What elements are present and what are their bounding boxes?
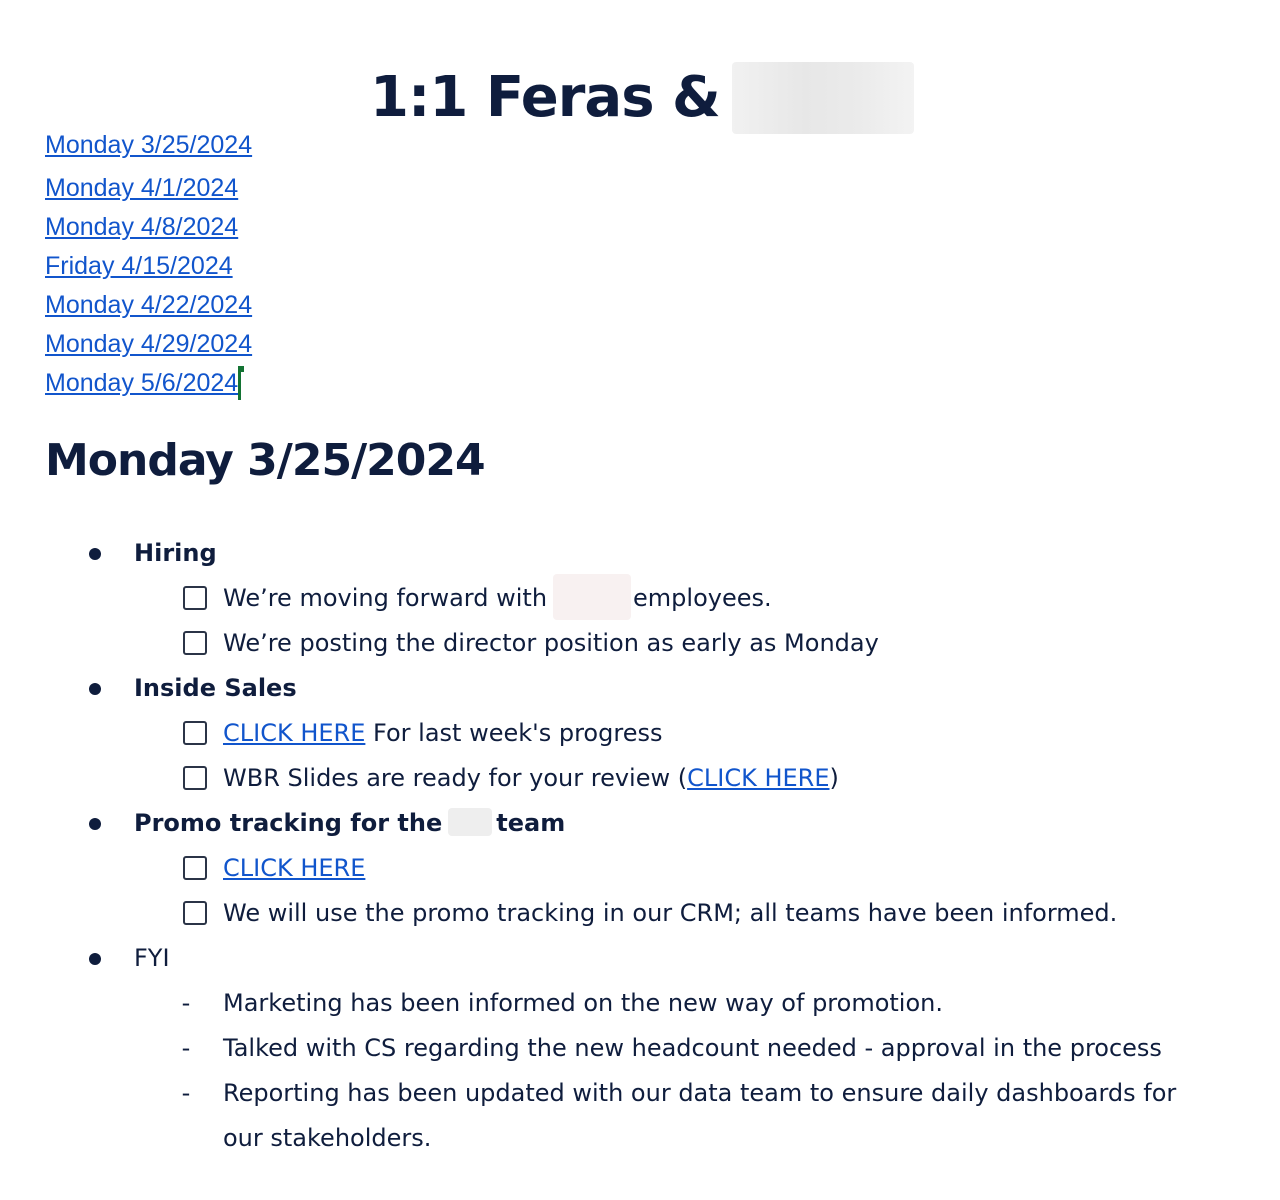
list-item-text: Marketing has been informed on the new way of promotion. xyxy=(223,989,943,1017)
checkbox-icon[interactable] xyxy=(183,631,207,655)
checklist-text: ) xyxy=(829,764,839,792)
checkbox-icon[interactable] xyxy=(183,586,207,610)
toc-item xyxy=(45,364,252,403)
checklist-text: We’re posting the director position as early as Monday xyxy=(223,629,879,657)
topic-label: Hiring xyxy=(134,539,217,567)
checklist-text: We will use the promo tracking in our CRM; all teams have been informed. xyxy=(223,899,1118,927)
toc-item xyxy=(45,127,252,169)
topic-label: FYI xyxy=(134,944,170,972)
toc-item xyxy=(45,169,252,208)
topic-label: Promo tracking for the xyxy=(134,809,443,837)
checkbox-icon[interactable] xyxy=(183,721,207,745)
click-here-link[interactable]: CLICK HERE xyxy=(223,719,366,747)
toc-link-monday-4-8[interactable]: Monday 4/8/2024 xyxy=(45,213,239,241)
table-of-contents xyxy=(45,127,252,403)
dash-icon: - xyxy=(181,1079,191,1107)
topic-inside-sales xyxy=(0,666,1280,711)
dash-icon: - xyxy=(181,1034,191,1062)
bullet-icon xyxy=(89,953,101,965)
checklist-item xyxy=(0,891,1280,936)
checklist-text: We’re moving forward with xyxy=(223,584,548,612)
redacted-name-block xyxy=(732,62,914,134)
bullet-icon xyxy=(89,548,101,560)
dash-icon: - xyxy=(181,989,191,1017)
checklist-item xyxy=(0,576,1280,621)
toc-link-monday-4-22[interactable]: Monday 4/22/2024 xyxy=(45,291,253,319)
redacted-text-block xyxy=(448,808,492,836)
topic-promo-tracking xyxy=(0,801,1280,846)
text-cursor xyxy=(238,370,241,400)
checkbox-icon[interactable] xyxy=(183,766,207,790)
list-item xyxy=(0,1071,1280,1161)
bullet-icon xyxy=(89,818,101,830)
checkbox-icon[interactable] xyxy=(183,901,207,925)
list-item xyxy=(0,981,1280,1026)
toc-link-monday-5-6[interactable]: Monday 5/6/2024 xyxy=(45,369,239,397)
click-here-link[interactable]: CLICK HERE xyxy=(223,854,366,882)
checkbox-icon[interactable] xyxy=(183,856,207,880)
list-item xyxy=(0,1026,1280,1071)
section-heading: Monday 3/25/2024 xyxy=(45,435,485,486)
toc-item xyxy=(45,208,252,247)
toc-link-friday-4-15[interactable]: Friday 4/15/2024 xyxy=(45,252,233,280)
list-item-text: Talked with CS regarding the new headcount needed - approval in the process xyxy=(223,1034,1162,1062)
checklist-item xyxy=(0,621,1280,666)
checklist-item xyxy=(0,846,1280,891)
toc-link-monday-4-29[interactable]: Monday 4/29/2024 xyxy=(45,330,253,358)
topic-hiring xyxy=(0,531,1280,576)
checklist-item xyxy=(0,711,1280,756)
checklist-item xyxy=(0,756,1280,801)
toc-link-monday-3-25[interactable]: Monday 3/25/2024 xyxy=(45,131,253,159)
document-title-text: 1:1 Feras & xyxy=(370,65,720,131)
agenda-list xyxy=(0,531,1280,1161)
bullet-icon xyxy=(89,683,101,695)
list-item-text: Reporting has been updated with our data team to ensure daily dashboards for our stakeholders. xyxy=(223,1079,1177,1152)
toc-item xyxy=(45,325,252,364)
checklist-text: WBR Slides are ready for your review ( xyxy=(223,764,688,792)
click-here-link[interactable]: CLICK HERE xyxy=(687,764,830,792)
checklist-text: employees. xyxy=(633,584,772,612)
topic-fyi xyxy=(0,936,1280,981)
document-title xyxy=(370,60,914,136)
redacted-text-block xyxy=(553,574,631,620)
checklist-text: For last week's progress xyxy=(365,719,663,747)
topic-label: team xyxy=(496,809,566,837)
toc-item xyxy=(45,286,252,325)
toc-link-monday-4-1[interactable]: Monday 4/1/2024 xyxy=(45,174,239,202)
topic-label: Inside Sales xyxy=(134,674,297,702)
toc-item xyxy=(45,247,252,286)
